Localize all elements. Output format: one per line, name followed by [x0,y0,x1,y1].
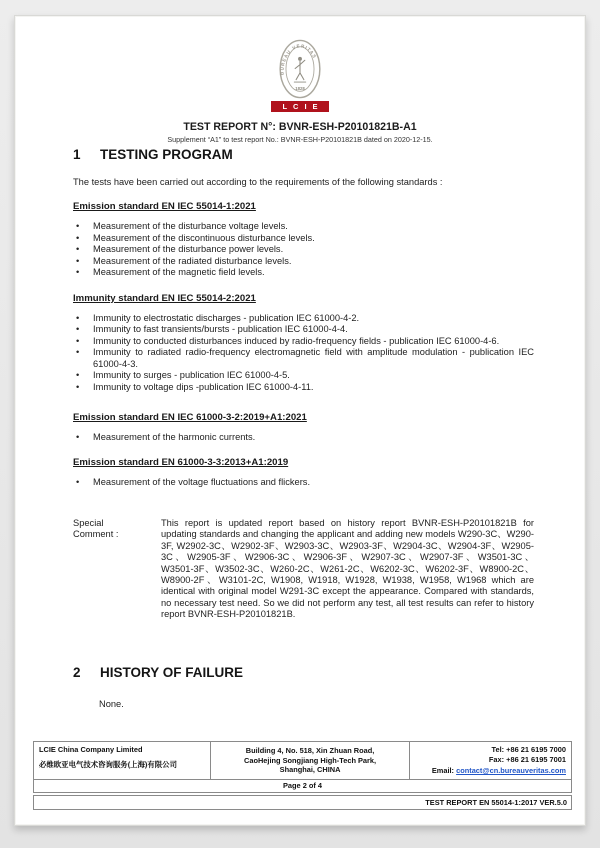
bureau-veritas-emblem-icon [277,39,323,99]
bullet-icon: • [76,267,80,277]
list-item [73,347,534,370]
standard-4-list [73,477,534,489]
page-footer [33,741,572,810]
list-item-text: Measurement of the disturbance voltage levels. [93,221,288,231]
bullet-icon: • [76,244,80,254]
footer-address-cell [211,742,410,779]
section-2-number: 2 [73,664,81,680]
bullet-icon: • [76,324,80,334]
address-line: CaoHejing Songjiang High-Tech Park, [244,755,377,765]
email-row [415,766,566,776]
list-item [73,244,534,256]
bullet-icon: • [76,370,80,380]
lcie-badge: LCIE [271,101,329,112]
list-item-text: Measurement of the disturbance power levels. [93,244,284,254]
list-item [73,256,534,268]
list-item [73,221,534,233]
special-comment [73,518,534,621]
footer-company-cell [34,742,211,779]
special-comment-label-line2: Comment : [73,529,119,540]
list-item-text: Immunity to conducted disturbances induced by radio-frequency fields - publication IEC 61000-4-6. [93,335,500,346]
list-item-text: Measurement of the radiated disturbance levels. [93,255,292,266]
list-item [73,432,534,444]
section-2-title: HISTORY OF FAILURE [100,664,244,680]
page-number: Page 2 of 4 [33,780,572,793]
bureau-veritas-logo [15,39,585,112]
bullet-icon: • [76,347,80,357]
list-item-text: Immunity to surges - publication IEC 61000-4-5. [93,370,290,380]
standard-heading-4: Emission standard EN 61000-3-3:2013+A1:2019 [73,456,289,468]
phone-number: Tel: +86 21 6195 7000 [491,745,566,754]
section-1-title: TESTING PROGRAM [100,147,233,162]
bullet-icon: • [76,476,80,487]
bullet-icon: • [76,312,80,323]
standard-heading-1: Emission standard EN IEC 55014-1:2021 [73,201,256,212]
list-item [73,233,534,245]
list-item [73,313,534,325]
report-subtitle: Supplement “A1” to test report No.: BVNR-ESH-P20101821B dated on 2020-12-15. [167,135,433,144]
list-item [73,370,534,382]
bullet-icon: • [76,335,80,346]
email-link[interactable]: contact@cn.bureauveritas.com [456,766,566,776]
emblem-figure-icon [294,57,306,82]
address-line: Shanghai, CHINA [279,765,341,775]
list-item-text: Immunity to fast transients/bursts - publication IEC 61000-4-4. [93,324,348,334]
bullet-icon: • [76,432,80,442]
report-version: TEST REPORT EN 55014-1:2017 VER.5.0 [33,795,572,810]
fax-number: Fax: +86 21 6195 7001 [488,754,566,764]
list-item [73,336,534,348]
list-item-text: Measurement of the magnetic field levels. [93,267,265,277]
report-title: TEST REPORT N°: BVNR-ESH-P20101821B-A1 [183,121,417,133]
list-item [73,382,534,394]
list-item [73,324,534,336]
bullet-icon: • [76,221,80,231]
list-item-text: Immunity to voltage dips -publication IEC 61000-4-11. [93,381,314,392]
bullet-icon: • [76,255,80,266]
standard-3-list [73,432,534,444]
section-1-number: 1 [73,147,81,162]
list-item [73,267,534,279]
footer-contact-cell [410,742,571,779]
list-item-text: Immunity to radiated radio-frequency electromagnetic field with amplitude modulation - publication IEC 61000-4-3. [93,347,534,369]
svg-text:BUREAU VERITAS: BUREAU VERITAS [279,43,318,76]
special-comment-label-line1: Special [73,518,104,528]
standard-2-list [73,313,534,394]
special-comment-label [73,518,161,621]
report-body [73,147,534,709]
report-page [14,15,586,826]
list-item-text: Measurement of the voltage fluctuations and flickers. [93,476,311,487]
history-of-failure-value: None. [99,698,124,709]
company-name-en: LCIE China Company Limited [39,745,143,754]
standard-heading-2: Immunity standard EN IEC 55014-2:2021 [73,292,256,304]
intro-paragraph: The tests have been carried out according to the requirements of the following standards : [73,177,443,187]
section-2-heading [73,665,534,680]
standard-1-list [73,221,534,279]
list-item-text: Measurement of the harmonic currents. [93,432,256,442]
list-item-text: Immunity to electrostatic discharges - publication IEC 61000-4-2. [93,312,360,323]
svg-text:1828: 1828 [295,85,305,91]
bullet-icon: • [76,381,80,392]
footer-info-row [33,741,572,780]
list-item [73,477,534,489]
email-label: Email: [431,766,455,776]
section-1-heading [73,147,534,162]
list-item-text: Measurement of the discontinuous disturbance levels. [93,232,315,243]
bullet-icon: • [76,232,80,243]
address-line: Building 4, No. 518, Xin Zhuan Road, [245,746,375,755]
standard-heading-3: Emission standard EN IEC 61000-3-2:2019+A1:2021 [73,412,307,423]
company-name-cn: 必维欧亚电气技术咨询服务(上海)有限公司 [39,760,177,769]
special-comment-text: This report is updated report based on history report BVNR-ESH-P20101821B for updating standards and changing the applicant and adding new models W290-3C、W290-3F, W2902-3C、W2902-3F、W2903-3C、W2903-3F、W2904-3C、W2904-3F、W2905-3C、W2905-3F、W2906-3C、W2906-3F、W2907-3C、W2907-3F、W3501-3C、W3501-3F、W3502-3C、W260-2C、W261-2C、W6202-3C、W6202-3F、W8900-2C、W8900-2F、W3101-2C, W1908, W1918, W1928, W1938, W1958, W1968 which are identical with original model W291-3C except the appearance. Compared with standards, no necessary test need. So we did not perform any test, all test results can refer to history report BVNR-ESH-P20101821B. [161,518,534,620]
